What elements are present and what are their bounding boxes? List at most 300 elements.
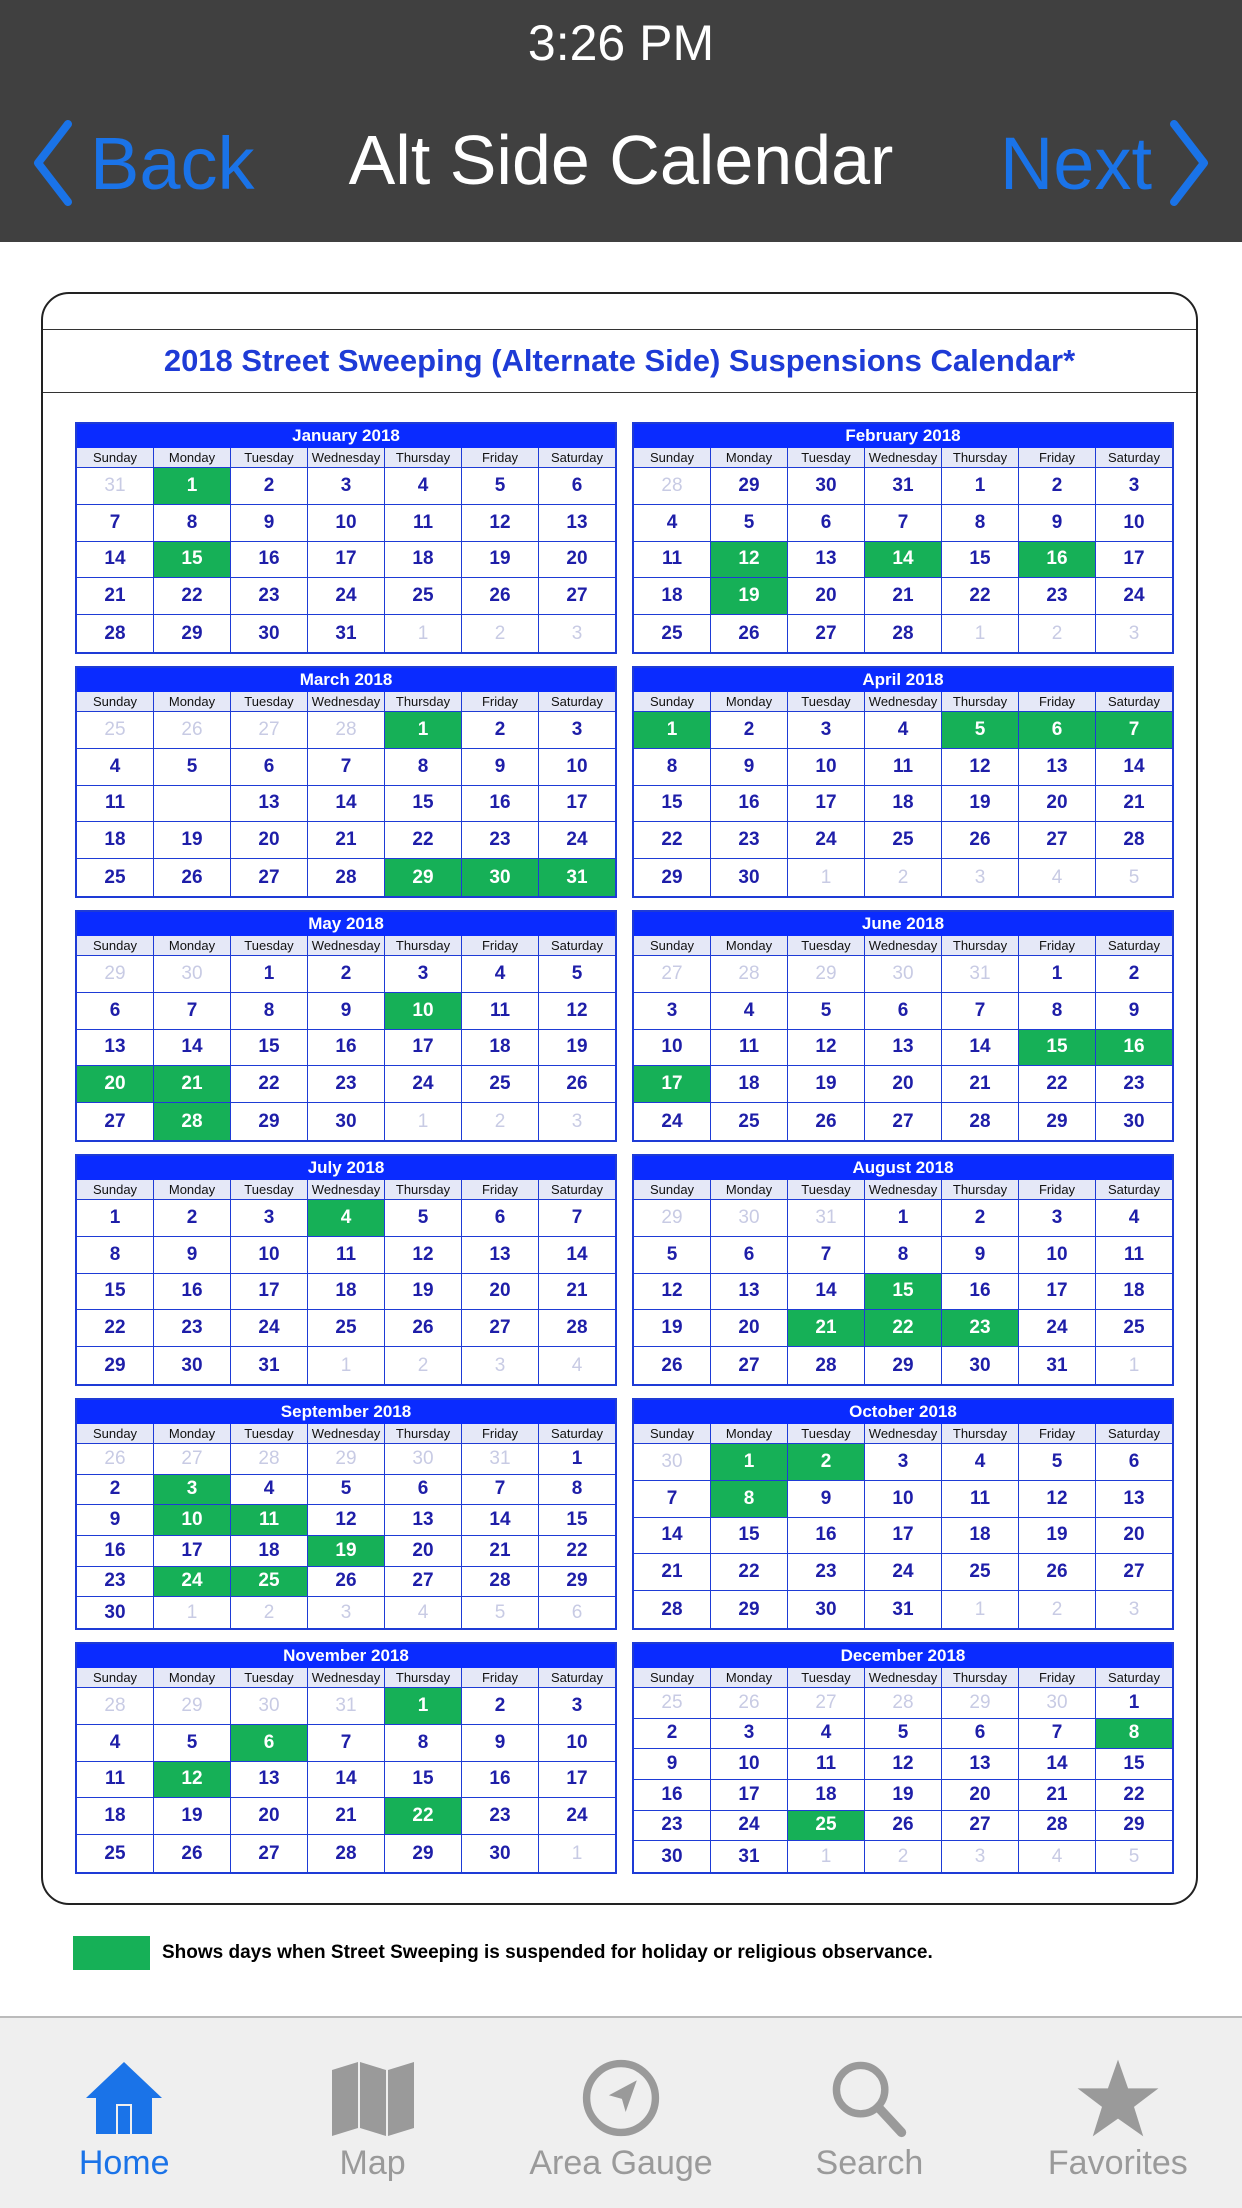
tab-home-label: Home xyxy=(78,2144,170,2182)
weekday-label: Sunday xyxy=(634,1180,711,1200)
search-icon xyxy=(826,2058,912,2138)
day-cell: 18 xyxy=(942,1518,1019,1555)
day-cell: 1 xyxy=(788,1841,865,1872)
legend-swatch xyxy=(73,1936,150,1970)
day-cell: 23 xyxy=(788,1554,865,1591)
weekday-label: Tuesday xyxy=(231,1424,308,1444)
month-title: October 2018 xyxy=(634,1400,1172,1424)
day-cell: 8 xyxy=(1019,993,1096,1030)
day-cell: 9 xyxy=(154,1237,231,1274)
day-cell: 1 xyxy=(865,1200,942,1237)
month-title: November 2018 xyxy=(77,1644,615,1668)
day-cell: 13 xyxy=(539,505,615,542)
day-cell: 14 xyxy=(539,1237,615,1274)
day-cell: 26 xyxy=(788,1103,865,1140)
day-cell: 25 xyxy=(634,615,711,652)
day-cell: 5 xyxy=(539,956,615,993)
day-cell: 27 xyxy=(1096,1554,1172,1591)
suspended-day-cell: 7 xyxy=(1096,712,1172,749)
weekday-label: Friday xyxy=(1019,1180,1096,1200)
day-cell: 26 xyxy=(865,1811,942,1842)
page-title: Alt Side Calendar xyxy=(348,121,894,199)
day-cell: 7 xyxy=(462,1475,539,1506)
day-cell: 13 xyxy=(231,1762,308,1799)
day-cell: 12 xyxy=(634,1274,711,1311)
day-cell: 29 xyxy=(539,1567,615,1598)
suspended-day-cell: 1 xyxy=(385,712,462,749)
suspended-day-cell: 21 xyxy=(154,1066,231,1103)
day-cell: 23 xyxy=(308,1066,385,1103)
day-cell: 14 xyxy=(1096,749,1172,786)
day-cell: 15 xyxy=(385,1762,462,1799)
weekday-label: Sunday xyxy=(77,1424,154,1444)
day-cell: 12 xyxy=(539,993,615,1030)
day-cell: 11 xyxy=(942,1481,1019,1518)
day-cell: 13 xyxy=(942,1749,1019,1780)
day-cell: 28 xyxy=(539,1310,615,1347)
week-row xyxy=(77,1505,615,1536)
weekday-label: Thursday xyxy=(385,1424,462,1444)
status-time: 3:26 PM xyxy=(527,15,715,71)
day-cell: 17 xyxy=(385,1030,462,1067)
day-cell: 3 xyxy=(308,1597,385,1628)
day-cell: 1 xyxy=(308,1347,385,1384)
day-cell: 2 xyxy=(231,468,308,505)
day-cell: 22 xyxy=(385,822,462,859)
day-cell: 28 xyxy=(462,1567,539,1598)
day-cell: 14 xyxy=(308,1762,385,1799)
suspended-day-cell: 5 xyxy=(942,712,1019,749)
day-cell: 8 xyxy=(385,749,462,786)
week-row xyxy=(77,712,615,749)
day-cell: 31 xyxy=(308,615,385,652)
day-cell: 28 xyxy=(308,712,385,749)
day-cell: 18 xyxy=(711,1066,788,1103)
day-cell: 18 xyxy=(462,1030,539,1067)
day-cell: 31 xyxy=(231,1347,308,1384)
day-cell: 24 xyxy=(865,1554,942,1591)
day-cell: 21 xyxy=(1096,786,1172,823)
day-cell: 3 xyxy=(539,712,615,749)
day-cell: 31 xyxy=(711,1841,788,1872)
week-row xyxy=(77,542,615,579)
day-cell: 30 xyxy=(462,1835,539,1872)
day-cell: 28 xyxy=(865,1688,942,1719)
day-cell: 3 xyxy=(788,712,865,749)
day-cell: 13 xyxy=(865,1030,942,1067)
day-cell: 10 xyxy=(539,749,615,786)
day-cell: 1 xyxy=(942,468,1019,505)
suspended-day-cell: 16 xyxy=(1096,1030,1172,1067)
week-row xyxy=(77,1237,615,1274)
week-row xyxy=(634,1066,1172,1103)
suspended-day-cell: 8 xyxy=(1096,1719,1172,1750)
day-cell: 30 xyxy=(231,1688,308,1725)
day-cell: 12 xyxy=(308,1505,385,1536)
day-cell: 25 xyxy=(942,1554,1019,1591)
day-cell: 2 xyxy=(462,615,539,652)
day-cell: 2 xyxy=(231,1597,308,1628)
day-cell: 6 xyxy=(385,1475,462,1506)
week-row xyxy=(634,956,1172,993)
day-cell: 29 xyxy=(788,956,865,993)
weekday-label: Wednesday xyxy=(308,1424,385,1444)
week-row xyxy=(634,786,1172,823)
day-cell: 27 xyxy=(231,859,308,896)
day-cell: 23 xyxy=(77,1567,154,1598)
day-cell: 6 xyxy=(865,993,942,1030)
day-cell: 29 xyxy=(942,1688,1019,1719)
weekday-label: Friday xyxy=(462,1180,539,1200)
day-cell: 16 xyxy=(231,542,308,579)
day-cell: 17 xyxy=(308,542,385,579)
day-cell: 7 xyxy=(865,505,942,542)
day-cell: 8 xyxy=(942,505,1019,542)
day-cell: 22 xyxy=(1096,1780,1172,1811)
day-cell: 19 xyxy=(385,1274,462,1311)
weekday-label: Tuesday xyxy=(231,936,308,956)
day-cell: 27 xyxy=(77,1103,154,1140)
month-title: September 2018 xyxy=(77,1400,615,1424)
weekday-label: Thursday xyxy=(385,692,462,712)
month-calendar xyxy=(75,1398,617,1630)
day-cell: 20 xyxy=(539,542,615,579)
day-cell: 28 xyxy=(942,1103,1019,1140)
day-cell: 25 xyxy=(1096,1310,1172,1347)
day-cell: 4 xyxy=(77,749,154,786)
weekday-label: Monday xyxy=(154,448,231,468)
day-cell: 27 xyxy=(231,712,308,749)
week-row xyxy=(77,468,615,505)
day-cell: 2 xyxy=(1019,1591,1096,1628)
calendar-title: 2018 Street Sweeping (Alternate Side) Suspensions Calendar* xyxy=(43,329,1196,393)
week-row xyxy=(634,1103,1172,1140)
day-cell: 14 xyxy=(308,786,385,823)
day-cell: 17 xyxy=(539,786,615,823)
day-cell: 3 xyxy=(571,1110,583,1132)
suspended-day-cell: 3 xyxy=(154,1475,231,1506)
day-cell: 4 xyxy=(385,1597,462,1628)
day-cell: 26 xyxy=(154,712,231,749)
day-cell: 28 xyxy=(711,956,788,993)
day-cell: 31 xyxy=(865,468,942,505)
day-cell: 1 xyxy=(1019,956,1096,993)
day-cell: 2 xyxy=(154,1200,231,1237)
day-cell: 23 xyxy=(154,1310,231,1347)
day-cell: 27 xyxy=(788,1688,865,1719)
week-row xyxy=(77,1688,615,1725)
weekday-header-row xyxy=(77,1180,615,1200)
day-cell: 2 xyxy=(462,1103,539,1140)
day-cell: 6 xyxy=(711,1237,788,1274)
day-cell: 3 xyxy=(1128,622,1140,644)
weekday-label: Thursday xyxy=(942,936,1019,956)
day-cell: 30 xyxy=(1123,1110,1145,1132)
day-cell: 4 xyxy=(231,1475,308,1506)
week-row xyxy=(634,1200,1172,1237)
day-cell: 1 xyxy=(539,1444,615,1475)
day-cell: 19 xyxy=(865,1780,942,1811)
day-cell: 11 xyxy=(77,1762,154,1799)
day-cell: 16 xyxy=(462,786,539,823)
day-cell: 29 xyxy=(154,1688,231,1725)
day-cell: 27 xyxy=(865,1103,942,1140)
week-row xyxy=(77,615,615,652)
day-cell: 13 xyxy=(1096,1481,1172,1518)
day-cell: 19 xyxy=(1019,1518,1096,1555)
day-cell: 27 xyxy=(1019,822,1096,859)
day-cell: 25 xyxy=(308,1310,385,1347)
day-cell: 24 xyxy=(539,822,615,859)
month-title: January 2018 xyxy=(77,424,615,448)
weekday-label: Saturday xyxy=(539,1668,615,1688)
day-cell: 5 xyxy=(154,749,231,786)
weekday-label: Sunday xyxy=(77,1668,154,1688)
day-cell: 13 xyxy=(1019,749,1096,786)
weekday-label: Wednesday xyxy=(865,1424,942,1444)
day-cell: 1 xyxy=(788,859,865,896)
day-cell: 30 xyxy=(865,956,942,993)
day-cell: 21 xyxy=(865,578,942,615)
day-cell: 6 xyxy=(539,468,615,505)
day-cell: 28 xyxy=(788,1347,865,1384)
weekday-label: Sunday xyxy=(634,448,711,468)
day-cell: 22 xyxy=(154,578,231,615)
month-calendar xyxy=(75,910,617,1142)
day-cell: 7 xyxy=(77,505,154,542)
day-cell: 29 xyxy=(1096,1811,1172,1842)
day-cell: 30 xyxy=(77,1597,154,1628)
day-cell: 13 xyxy=(462,1237,539,1274)
day-cell: 12 xyxy=(865,1749,942,1780)
day-cell: 1 xyxy=(385,1103,462,1140)
day-cell: 13 xyxy=(788,542,865,579)
suspended-day-cell: 1 xyxy=(711,1444,788,1481)
chevron-right-icon xyxy=(1168,118,1212,208)
day-cell: 19 xyxy=(462,542,539,579)
day-cell: 7 xyxy=(634,1481,711,1518)
weekday-label: Monday xyxy=(711,448,788,468)
day-cell: 24 xyxy=(634,1103,711,1140)
day-cell: 4 xyxy=(77,1725,154,1762)
week-row xyxy=(634,542,1172,579)
suspended-day-cell: 22 xyxy=(865,1310,942,1347)
star-icon xyxy=(1075,2058,1161,2138)
day-cell: 14 xyxy=(1019,1749,1096,1780)
day-cell: 8 xyxy=(865,1237,942,1274)
week-row xyxy=(634,1310,1172,1347)
day-cell: 2 xyxy=(77,1475,154,1506)
weekday-label: Friday xyxy=(1019,448,1096,468)
day-cell: 2 xyxy=(1019,468,1096,505)
legend-text: Shows days when Street Sweeping is suspended for holiday or religious observance. xyxy=(162,1942,933,1963)
day-cell: 24 xyxy=(231,1310,308,1347)
day-cell: 17 xyxy=(865,1518,942,1555)
suspended-day-cell: 23 xyxy=(942,1310,1019,1347)
weekday-label: Thursday xyxy=(942,692,1019,712)
day-cell: 24 xyxy=(711,1811,788,1842)
day-cell: 2 xyxy=(711,712,788,749)
week-row xyxy=(77,1762,615,1799)
day-cell: 9 xyxy=(77,1505,154,1536)
day-cell: 26 xyxy=(154,1835,231,1872)
day-cell: 10 xyxy=(788,749,865,786)
weekday-header-row xyxy=(77,936,615,956)
day-cell: 3 xyxy=(711,1719,788,1750)
day-cell: 10 xyxy=(1096,505,1172,542)
week-row xyxy=(634,993,1172,1030)
day-cell: 27 xyxy=(711,1347,788,1384)
weekday-label: Sunday xyxy=(77,1180,154,1200)
day-cell: 24 xyxy=(1019,1310,1096,1347)
day-cell: 2 xyxy=(865,859,942,896)
next-button[interactable] xyxy=(1000,118,1212,208)
day-cell: 5 xyxy=(634,1237,711,1274)
suspended-day-cell: 8 xyxy=(711,1481,788,1518)
week-row xyxy=(77,1200,615,1237)
weekday-label: Saturday xyxy=(539,692,615,712)
day-cell: 29 xyxy=(711,1591,788,1628)
weekday-header-row xyxy=(634,1180,1172,1200)
tab-area-gauge-label: Area Gauge xyxy=(529,2144,713,2182)
day-cell: 2 xyxy=(462,1688,539,1725)
weekday-header-row xyxy=(634,692,1172,712)
day-cell: 10 xyxy=(711,1749,788,1780)
month-calendar xyxy=(75,1154,617,1386)
tab-home[interactable] xyxy=(0,2018,248,2208)
day-cell: 16 xyxy=(788,1518,865,1555)
suspended-day-cell: 29 xyxy=(385,859,462,896)
tab-search[interactable] xyxy=(745,2018,993,2208)
weekday-label: Monday xyxy=(711,692,788,712)
day-cell: 23 xyxy=(1019,578,1096,615)
suspended-day-cell: 1 xyxy=(634,712,711,749)
day-cell: 19 xyxy=(634,1310,711,1347)
day-cell: 30 xyxy=(634,1444,711,1481)
day-cell: 10 xyxy=(1019,1237,1096,1274)
calendar-content[interactable] xyxy=(0,242,1242,2016)
weekday-label: Monday xyxy=(154,936,231,956)
week-row xyxy=(77,859,615,896)
weekday-label: Friday xyxy=(462,448,539,468)
day-cell: 13 xyxy=(711,1274,788,1311)
weekday-label: Thursday xyxy=(385,1180,462,1200)
day-cell: 31 xyxy=(77,468,154,505)
day-cell: 1 xyxy=(942,615,1019,652)
day-cell: 31 xyxy=(942,956,1019,993)
weekday-label: Saturday xyxy=(1096,1424,1172,1444)
day-cell: 2 xyxy=(462,712,539,749)
weekday-header-row xyxy=(77,692,615,712)
weekday-label: Sunday xyxy=(77,936,154,956)
day-cell: 6 xyxy=(231,749,308,786)
suspended-day-cell: 20 xyxy=(77,1066,154,1103)
weekday-label: Tuesday xyxy=(788,936,865,956)
day-cell: 19 xyxy=(942,786,1019,823)
day-cell: 24 xyxy=(385,1066,462,1103)
weekday-label: Monday xyxy=(154,1424,231,1444)
weekday-label: Saturday xyxy=(1096,1180,1172,1200)
day-cell: 22 xyxy=(634,822,711,859)
weekday-label: Friday xyxy=(462,692,539,712)
day-cell: 27 xyxy=(788,615,865,652)
day-cell: 2 xyxy=(385,1347,462,1384)
day-cell: 29 xyxy=(634,859,711,896)
day-cell: 15 xyxy=(539,1505,615,1536)
day-cell: 3 xyxy=(942,859,1019,896)
suspended-day-cell: 16 xyxy=(1019,542,1096,579)
day-cell: 9 xyxy=(462,1725,539,1762)
day-cell: 16 xyxy=(308,1030,385,1067)
weekday-label: Thursday xyxy=(385,936,462,956)
tab-favorites[interactable] xyxy=(994,2018,1242,2208)
day-cell: 12 xyxy=(1019,1481,1096,1518)
day-cell: 17 xyxy=(711,1780,788,1811)
day-cell: 13 xyxy=(385,1505,462,1536)
day-cell: 3 xyxy=(942,1841,1019,1872)
day-cell: 25 xyxy=(634,1688,711,1719)
weekday-label: Sunday xyxy=(77,448,154,468)
day-cell: 20 xyxy=(385,1536,462,1567)
day-cell: 26 xyxy=(462,578,539,615)
day-cell: 3 xyxy=(1128,1598,1140,1620)
day-cell: 3 xyxy=(385,956,462,993)
tab-map[interactable] xyxy=(248,2018,496,2208)
day-cell: 26 xyxy=(711,615,788,652)
day-cell: 18 xyxy=(231,1536,308,1567)
suspended-day-cell: 6 xyxy=(1019,712,1096,749)
week-row xyxy=(77,1103,615,1140)
day-cell: 20 xyxy=(231,822,308,859)
weekday-label: Thursday xyxy=(942,1668,1019,1688)
weekday-label: Saturday xyxy=(1096,448,1172,468)
day-cell: 27 xyxy=(385,1567,462,1598)
day-cell: 30 xyxy=(634,1841,711,1872)
weekday-label: Thursday xyxy=(385,1668,462,1688)
weekday-label: Monday xyxy=(711,1668,788,1688)
weekday-label: Wednesday xyxy=(865,448,942,468)
day-cell: 27 xyxy=(634,956,711,993)
weekday-header-row xyxy=(634,936,1172,956)
day-cell: 28 xyxy=(865,615,942,652)
day-cell: 8 xyxy=(634,749,711,786)
day-cell: 26 xyxy=(539,1066,615,1103)
day-cell: 11 xyxy=(308,1237,385,1274)
day-cell: 16 xyxy=(154,1274,231,1311)
week-row xyxy=(77,1347,615,1384)
day-cell: 26 xyxy=(385,1310,462,1347)
day-cell: 21 xyxy=(1019,1780,1096,1811)
month-title: May 2018 xyxy=(77,912,615,936)
day-cell: 3 xyxy=(308,468,385,505)
tab-area-gauge[interactable] xyxy=(497,2018,745,2208)
week-row xyxy=(77,1597,615,1628)
day-cell: 4 xyxy=(634,505,711,542)
day-cell: 4 xyxy=(1019,1841,1096,1872)
day-cell: 21 xyxy=(634,1554,711,1591)
day-cell: 11 xyxy=(634,542,711,579)
week-row xyxy=(77,1536,615,1567)
day-cell: 9 xyxy=(1096,993,1172,1030)
day-cell: 20 xyxy=(865,1066,942,1103)
day-cell: 5 xyxy=(308,1475,385,1506)
day-cell: 2 xyxy=(1096,956,1172,993)
day-cell: 15 xyxy=(1096,1749,1172,1780)
day-cell: 15 xyxy=(231,1030,308,1067)
week-row xyxy=(634,1518,1172,1555)
month-calendar xyxy=(632,666,1174,898)
day-cell: 16 xyxy=(942,1274,1019,1311)
